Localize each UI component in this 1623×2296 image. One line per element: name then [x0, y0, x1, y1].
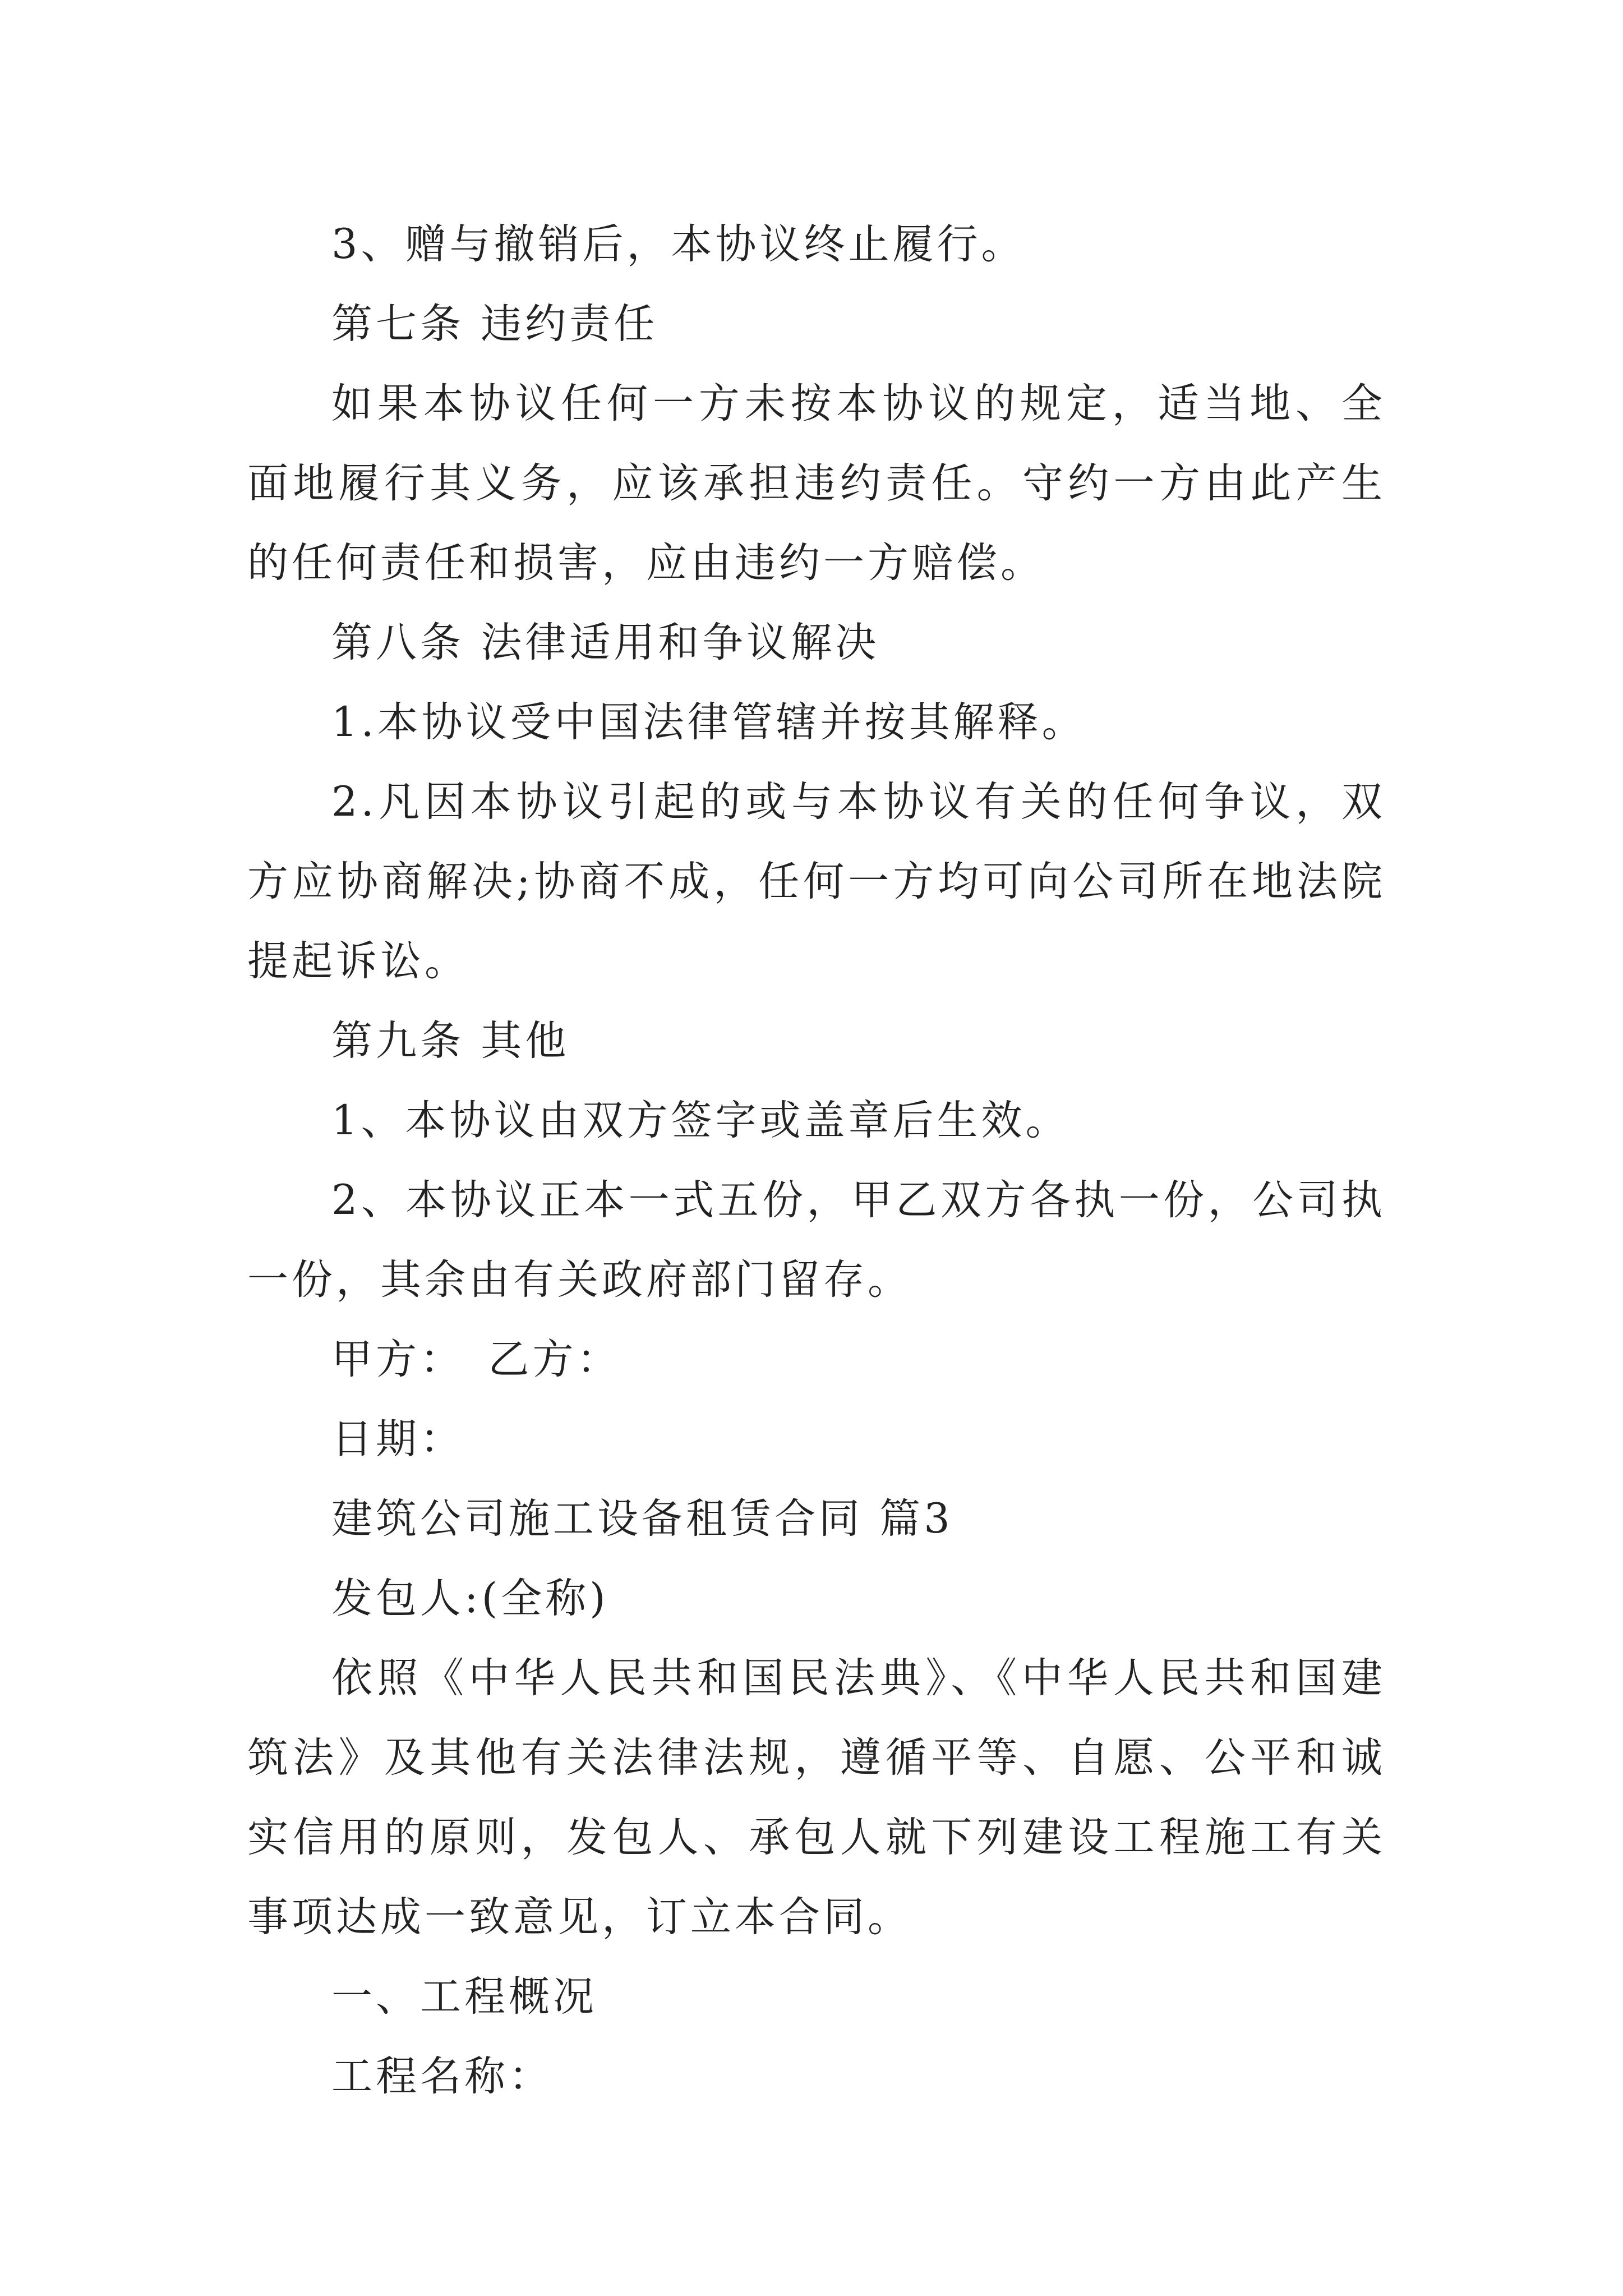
paragraph-dispute-resolution: 2.凡因本协议引起的或与本协议有关的任何争议，双方应协商解决;协商不成，任何一方均可向公司所在地法院提起诉讼。 — [247, 778, 1386, 985]
heading-article-8: 第八条 法律适用和争议解决 — [331, 619, 880, 666]
signature-parties-line: 甲方： 乙方： — [331, 1336, 621, 1383]
heading-article-7: 第七条 违约责任 — [331, 300, 658, 348]
document-body — [247, 205, 1386, 2116]
paragraph-revocation-clause: 3、赠与撤销后，本协议终止履行。 — [331, 220, 1026, 268]
paragraph-breach-liability: 如果本协议任何一方未按本协议的规定，适当地、全面地履行其义务，应该承担违约责任。守约一方由此产生的任何责任和损害，应由违约一方赔偿。 — [247, 380, 1386, 587]
paragraph-project-name: 工程名称： — [331, 2053, 553, 2100]
paragraph-copies-clause: 2、本协议正本一式五份，甲乙双方各执一份，公司执一份，其余由有关政府部门留存。 — [247, 1176, 1386, 1304]
section-title-part-3: 建筑公司施工设备租赁合同 篇3 — [331, 1495, 953, 1543]
signature-date-line: 日期： — [331, 1415, 464, 1463]
heading-project-overview: 一、工程概况 — [331, 1973, 597, 2021]
heading-article-9: 第九条 其他 — [331, 1017, 570, 1065]
paragraph-governing-law: 1.本协议受中国法律管辖并按其解释。 — [331, 698, 1086, 746]
paragraph-legal-basis: 依照《中华人民共和国民法典》、《中华人民共和国建筑法》及其他有关法律法规，遵循平等、自愿、公平和诚实信用的原则，发包人、承包人就下列建设工程施工有关事项达成一致意见，订立本合同。 — [247, 1654, 1386, 1941]
paragraph-employer-name: 发包人:(全称) — [331, 1575, 609, 1622]
paragraph-effective-clause: 1、本协议由双方签字或盖章后生效。 — [331, 1097, 1070, 1144]
